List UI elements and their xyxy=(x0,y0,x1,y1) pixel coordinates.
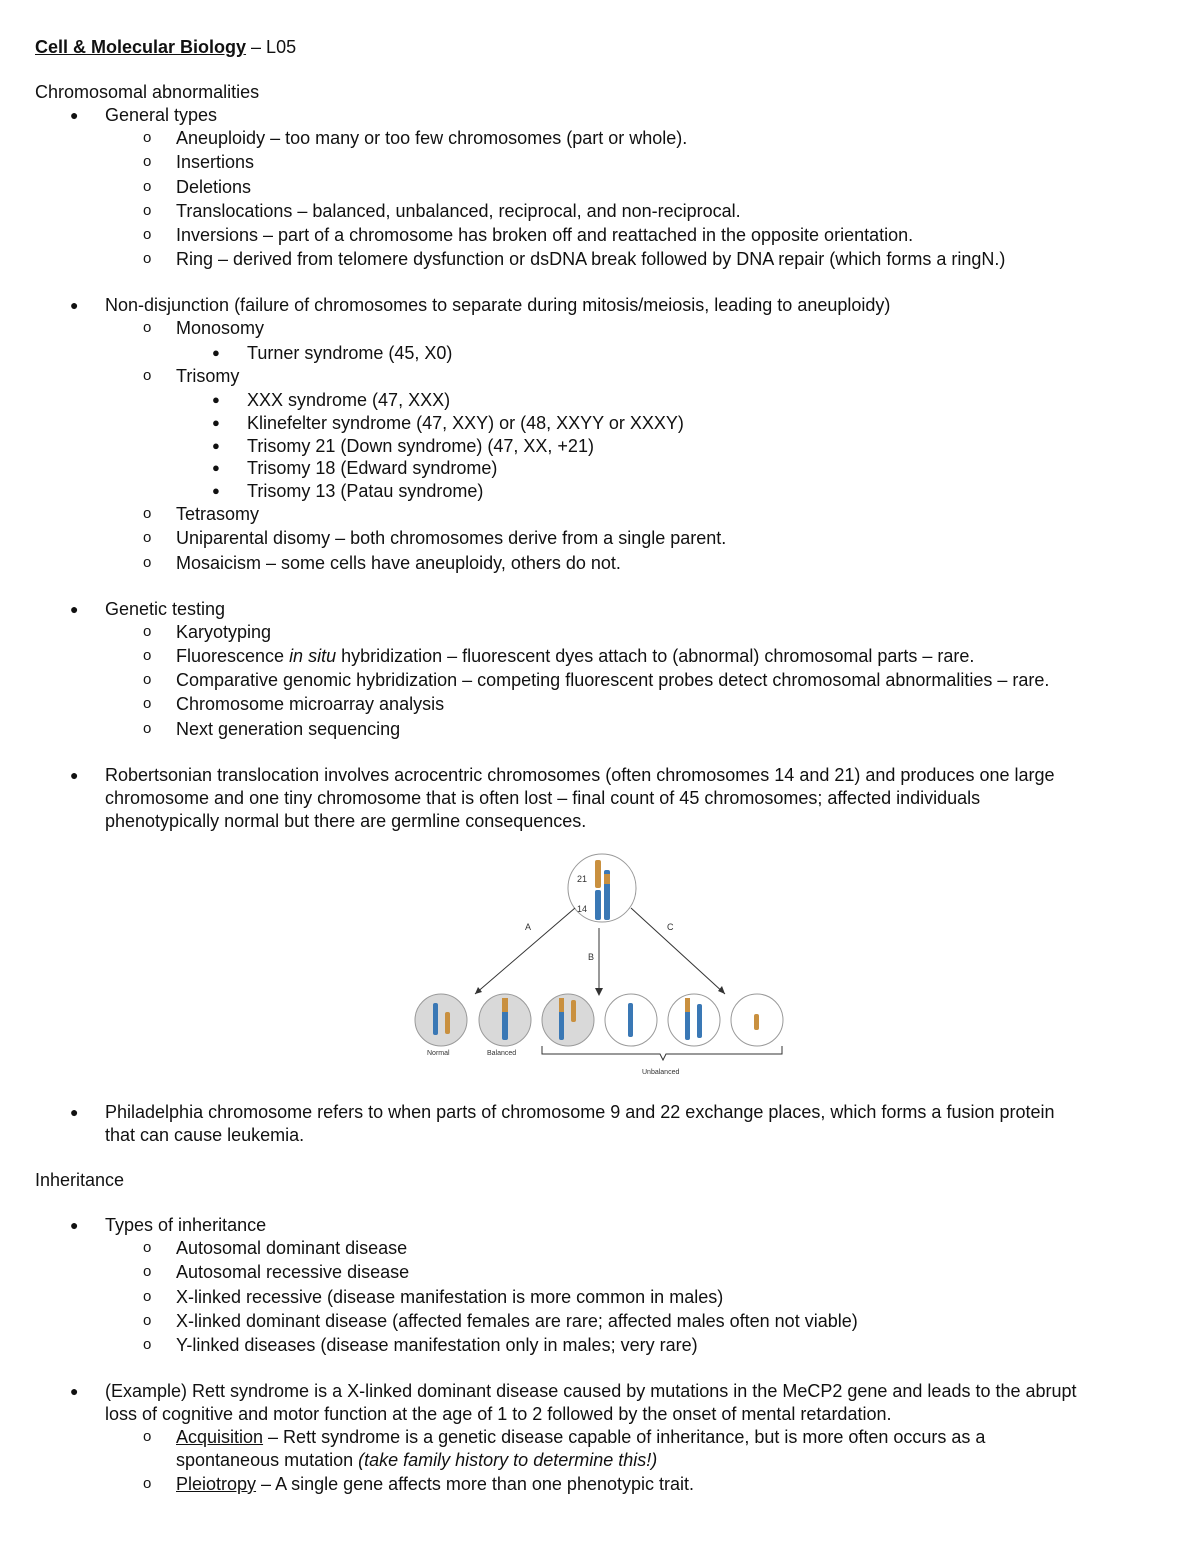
list-item: X-linked recessive (disease manifestation is more common in males) xyxy=(176,1287,724,1307)
acquisition-italic: (take family history to determine this!) xyxy=(358,1450,658,1470)
circle-marker: o xyxy=(143,529,152,546)
circle-marker: o xyxy=(143,647,152,664)
pleiotropy-text: – A single gene affects more than one phenotypic trait. xyxy=(256,1474,695,1494)
chromosome xyxy=(628,1003,633,1037)
label-balanced: Balanced xyxy=(487,1050,517,1057)
bullet-marker: ● xyxy=(70,1383,79,1399)
bullet-marker: ● xyxy=(70,601,79,617)
list-item: Chromosome microarray analysis xyxy=(176,694,445,714)
paragraph-line: that can cause leukemia. xyxy=(105,1125,305,1145)
circle-marker: o xyxy=(143,1428,152,1445)
paragraph-line: phenotypically normal but there are germline consequences. xyxy=(105,811,587,831)
list-item: Y-linked diseases (disease manifestation only in males; very rare) xyxy=(176,1335,698,1355)
bullet-marker: ● xyxy=(70,1217,79,1233)
circle-marker: o xyxy=(143,695,152,712)
term-acquisition: Acquisition xyxy=(176,1427,264,1447)
circle-marker: o xyxy=(143,367,152,384)
title-bold: Cell & Molecular Biology xyxy=(35,37,247,57)
label-unbalanced: Unbalanced xyxy=(642,1069,680,1076)
circle-marker: o xyxy=(143,505,152,522)
list-item: General types xyxy=(105,105,218,125)
list-item: Trisomy xyxy=(176,366,240,386)
circle-marker: o xyxy=(143,623,152,640)
list-item: Autosomal recessive disease xyxy=(176,1262,410,1282)
list-item: Autosomal dominant disease xyxy=(176,1238,408,1258)
label-normal: Normal xyxy=(427,1050,450,1057)
list-item: Trisomy 21 (Down syndrome) (47, XX, +21) xyxy=(247,436,594,456)
chromosome xyxy=(571,1000,576,1022)
list-item: Deletions xyxy=(176,177,252,197)
arrow-a-line xyxy=(475,908,575,994)
term-pleiotropy: Pleiotropy xyxy=(176,1474,257,1494)
circle-marker: o xyxy=(143,153,152,170)
list-item: Trisomy 13 (Patau syndrome) xyxy=(247,481,484,501)
list-item: Non-disjunction (failure of chromosomes to separate during mitosis/meiosis, leading to aneuploidy) xyxy=(105,295,891,315)
robertsonian-diagram xyxy=(405,848,795,1082)
circle-marker: o xyxy=(143,1239,152,1256)
list-item: X-linked dominant disease (affected females are rare; affected males often not viable) xyxy=(176,1311,858,1331)
list-item: Monosomy xyxy=(176,318,265,338)
arrow-c-head xyxy=(718,986,725,994)
fish-text-rest: hybridization – fluorescent dyes attach to (abnormal) chromosomal parts – rare. xyxy=(336,646,975,666)
circle-marker: o xyxy=(143,1312,152,1329)
chromosome xyxy=(433,1003,438,1035)
circle-marker: o xyxy=(143,202,152,219)
list-item: Karyotyping xyxy=(176,622,272,642)
circle-marker: o xyxy=(143,226,152,243)
arrow-a-head xyxy=(475,987,482,994)
circle-marker: o xyxy=(143,1475,152,1492)
list-item: Genetic testing xyxy=(105,599,226,619)
daughter-cell-unbalanced-1 xyxy=(542,994,594,1046)
chromosome-21-tan xyxy=(595,860,601,888)
list-item: Mosaicism – some cells have aneuploidy, others do not. xyxy=(176,553,621,573)
circle-marker: o xyxy=(143,1336,152,1353)
paragraph-line: Philadelphia chromosome refers to when parts of chromosome 9 and 22 exchange places, which forms a fusion protein xyxy=(105,1102,1055,1122)
list-item: Tetrasomy xyxy=(176,504,260,524)
circle-marker: o xyxy=(143,720,152,737)
list-item: Insertions xyxy=(176,152,255,172)
circle-marker: o xyxy=(143,1263,152,1280)
list-item xyxy=(176,645,974,667)
chromosome xyxy=(685,998,690,1012)
chromosome xyxy=(559,998,564,1012)
list-item: Next generation sequencing xyxy=(176,719,401,739)
acquisition-text: – Rett syndrome is a genetic disease capable of inheritance, but is more often occurs as a xyxy=(263,1427,986,1447)
label-21: 21 xyxy=(577,874,588,884)
circle-marker: o xyxy=(143,554,152,571)
arrow-a-label: A xyxy=(525,922,532,932)
list-item xyxy=(176,1426,985,1448)
chromosome xyxy=(445,1012,450,1034)
list-item: Turner syndrome (45, X0) xyxy=(247,343,453,363)
list-item: Types of inheritance xyxy=(105,1215,267,1235)
circle-marker: o xyxy=(143,671,152,688)
circle-marker: o xyxy=(143,319,152,336)
bullet-marker: ● xyxy=(70,767,79,783)
fish-italic: in situ xyxy=(289,646,337,666)
paragraph-line: loss of cognitive and motor function at the age of 1 to 2 followed by the onset of mental retardation. xyxy=(105,1404,892,1424)
list-item: Uniparental disomy – both chromosomes derive from a single parent. xyxy=(176,528,727,548)
page-title xyxy=(35,36,296,58)
circle-marker: o xyxy=(143,178,152,195)
daughter-cell-unbalanced-3 xyxy=(668,994,720,1046)
sub-bullet-marker: ● xyxy=(212,483,220,498)
list-item: Trisomy 18 (Edward syndrome) xyxy=(247,458,498,478)
list-item xyxy=(176,1473,694,1495)
unbalanced-brace xyxy=(542,1046,782,1060)
paragraph-line: Robertsonian translocation involves acrocentric chromosomes (often chromosomes 14 and 21) and produces one large xyxy=(105,765,1055,785)
paragraph-line: chromosome and one tiny chromosome that is often lost – final count of 45 chromosomes; affected individuals xyxy=(105,788,981,808)
paragraph-line: (Example) Rett syndrome is a X-linked dominant disease caused by mutations in the MeCP2 gene and leads to the abrupt xyxy=(105,1381,1077,1401)
label-14: 14 xyxy=(577,904,588,914)
bullet-marker: ● xyxy=(70,1104,79,1120)
list-item: Ring – derived from telomere dysfunction or dsDNA break followed by DNA repair (which forms a ringN.) xyxy=(176,249,1006,269)
arrow-c-label: C xyxy=(667,922,674,932)
acquisition-text-2: spontaneous mutation xyxy=(176,1450,359,1470)
bullet-marker: ● xyxy=(70,107,79,123)
arrow-b-head xyxy=(595,988,603,996)
sub-bullet-marker: ● xyxy=(212,415,220,430)
sub-bullet-marker: ● xyxy=(212,438,220,453)
sub-bullet-marker: ● xyxy=(212,345,220,360)
arrow-c-line xyxy=(631,908,725,994)
list-item: Inversions – part of a chromosome has broken off and reattached in the opposite orientation. xyxy=(176,225,914,245)
sub-bullet-marker: ● xyxy=(212,460,220,475)
section-heading-inheritance: Inheritance xyxy=(35,1170,125,1190)
sub-bullet-marker: ● xyxy=(212,392,220,407)
circle-marker: o xyxy=(143,250,152,267)
list-item: Translocations – balanced, unbalanced, reciprocal, and non-reciprocal. xyxy=(176,201,741,221)
circle-marker: o xyxy=(143,1288,152,1305)
list-item: XXX syndrome (47, XXX) xyxy=(247,390,451,410)
chromosome xyxy=(697,1004,702,1038)
bullet-marker: ● xyxy=(70,297,79,313)
fish-text: Fluorescence xyxy=(176,646,290,666)
title-suffix: – L05 xyxy=(246,37,297,57)
arrow-b-label: B xyxy=(588,952,595,962)
chromosome-14-blue xyxy=(595,890,601,920)
list-item: Aneuploidy – too many or too few chromosomes (part or whole). xyxy=(176,128,688,148)
chromosome xyxy=(502,998,508,1012)
daughter-cell-normal xyxy=(415,994,467,1046)
section-heading-chromosomal: Chromosomal abnormalities xyxy=(35,82,260,102)
list-item: Comparative genomic hybridization – competing fluorescent probes detect chromosomal abnormalities – rare. xyxy=(176,670,1050,690)
chromosome xyxy=(754,1014,759,1030)
circle-marker: o xyxy=(143,129,152,146)
chromosome-tan-tip xyxy=(604,874,610,884)
list-item: Klinefelter syndrome (47, XXY) or (48, XXYY or XXXY) xyxy=(247,413,684,433)
list-item-continuation xyxy=(176,1449,657,1471)
